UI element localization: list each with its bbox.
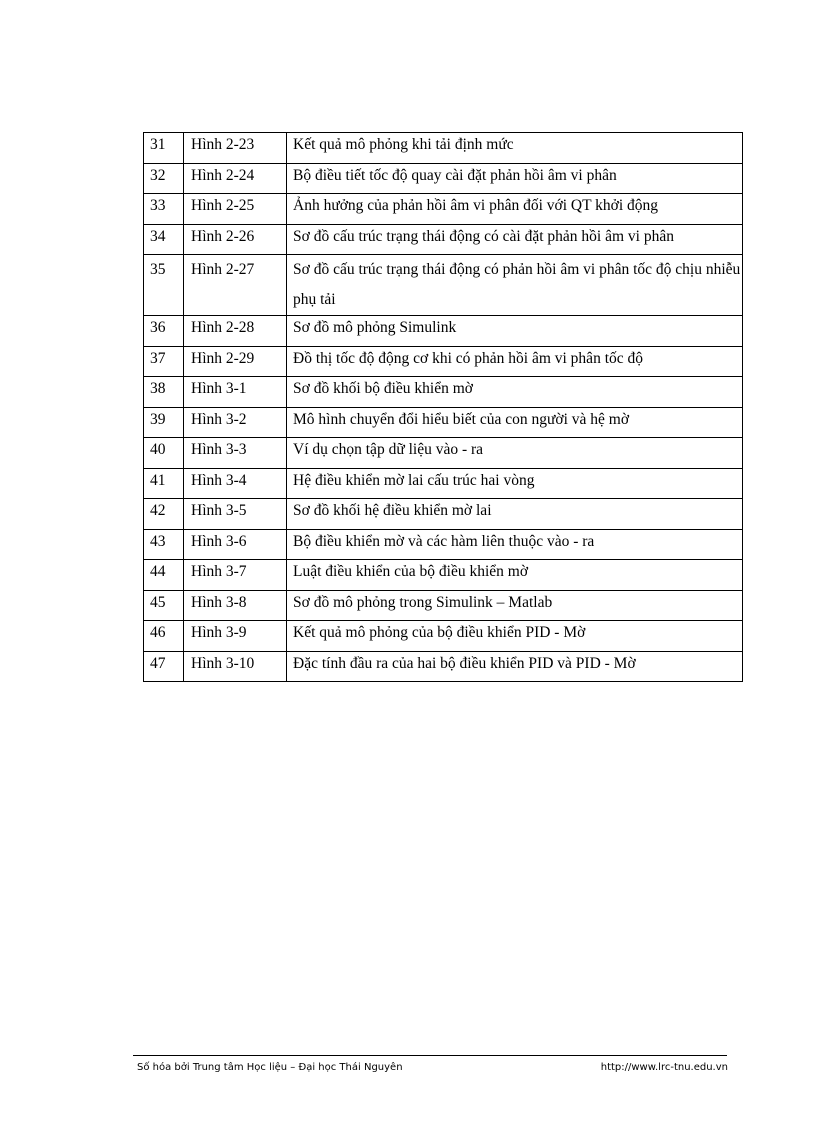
row-number: 38 xyxy=(144,377,184,408)
row-number: 41 xyxy=(144,468,184,499)
table-row xyxy=(144,560,743,591)
row-number: 46 xyxy=(144,621,184,652)
table-row xyxy=(144,590,743,621)
figure-list-body xyxy=(144,133,743,682)
table-row xyxy=(144,621,743,652)
figure-title: Bộ điều khiển mờ và các hàm liên thuộc vào - ra xyxy=(287,529,743,560)
figure-title: Sơ đồ cấu trúc trạng thái động có cài đặt phản hồi âm vi phân xyxy=(287,224,743,255)
row-number: 37 xyxy=(144,346,184,377)
figure-title: Sơ đồ mô phỏng Simulink xyxy=(287,316,743,347)
figure-label: Hình 3-8 xyxy=(184,590,287,621)
row-number: 47 xyxy=(144,651,184,682)
table-row xyxy=(144,529,743,560)
table-row xyxy=(144,468,743,499)
row-number: 36 xyxy=(144,316,184,347)
figure-label: Hình 3-1 xyxy=(184,377,287,408)
row-number: 45 xyxy=(144,590,184,621)
figure-label: Hình 3-7 xyxy=(184,560,287,591)
figure-label: Hình 3-6 xyxy=(184,529,287,560)
figure-label: Hình 2-25 xyxy=(184,194,287,225)
figure-title: Ảnh hưởng của phản hồi âm vi phân đối với QT khởi động xyxy=(287,194,743,225)
row-number: 32 xyxy=(144,163,184,194)
figure-label: Hình 3-9 xyxy=(184,621,287,652)
figure-label: Hình 2-23 xyxy=(184,133,287,164)
row-number: 31 xyxy=(144,133,184,164)
figure-title: Sơ đồ cấu trúc trạng thái động có phản hồi âm vi phân tốc độ chịu nhiễu phụ tải xyxy=(287,255,743,316)
row-number: 40 xyxy=(144,438,184,469)
row-number: 33 xyxy=(144,194,184,225)
table-row xyxy=(144,224,743,255)
table-row xyxy=(144,346,743,377)
figure-label: Hình 2-28 xyxy=(184,316,287,347)
footer-url: http://www.lrc-tnu.edu.vn xyxy=(600,1062,728,1073)
figure-title: Đồ thị tốc độ động cơ khi có phản hồi âm vi phân tốc độ xyxy=(287,346,743,377)
row-number: 44 xyxy=(144,560,184,591)
figure-label: Hình 3-4 xyxy=(184,468,287,499)
footer-source-text: Số hóa bởi Trung tâm Học liệu – Đại học Thái Nguyên xyxy=(137,1062,403,1073)
figure-label: Hình 2-27 xyxy=(184,255,287,316)
figure-label: Hình 2-24 xyxy=(184,163,287,194)
table-row xyxy=(144,255,743,316)
figure-label: Hình 2-26 xyxy=(184,224,287,255)
figure-list-table xyxy=(143,132,743,682)
table-row xyxy=(144,194,743,225)
footer-divider xyxy=(133,1055,727,1056)
figure-label: Hình 2-29 xyxy=(184,346,287,377)
figure-label: Hình 3-3 xyxy=(184,438,287,469)
figure-title: Kết quả mô phỏng khi tải định mức xyxy=(287,133,743,164)
table-row xyxy=(144,407,743,438)
figure-title: Ví dụ chọn tập dữ liệu vào - ra xyxy=(287,438,743,469)
table-row xyxy=(144,651,743,682)
row-number: 34 xyxy=(144,224,184,255)
table-row xyxy=(144,377,743,408)
figure-label: Hình 3-10 xyxy=(184,651,287,682)
figure-title: Hệ điều khiển mờ lai cấu trúc hai vòng xyxy=(287,468,743,499)
figure-title: Đặc tính đầu ra của hai bộ điều khiển PID và PID - Mờ xyxy=(287,651,743,682)
table-row xyxy=(144,316,743,347)
figure-title: Sơ đồ khối hệ điều khiển mờ lai xyxy=(287,499,743,530)
row-number: 39 xyxy=(144,407,184,438)
figure-title: Luật điều khiển của bộ điều khiển mờ xyxy=(287,560,743,591)
table-row xyxy=(144,438,743,469)
figure-title: Mô hình chuyển đổi hiểu biết của con người và hệ mờ xyxy=(287,407,743,438)
figure-label: Hình 3-2 xyxy=(184,407,287,438)
figure-label: Hình 3-5 xyxy=(184,499,287,530)
figure-title: Kết quả mô phỏng của bộ điều khiển PID - Mờ xyxy=(287,621,743,652)
figure-title: Bộ điều tiết tốc độ quay cài đặt phản hồi âm vi phân xyxy=(287,163,743,194)
row-number: 35 xyxy=(144,255,184,316)
figure-title: Sơ đồ mô phỏng trong Simulink – Matlab xyxy=(287,590,743,621)
row-number: 42 xyxy=(144,499,184,530)
table-row xyxy=(144,133,743,164)
figure-title: Sơ đồ khối bộ điều khiển mờ xyxy=(287,377,743,408)
table-row xyxy=(144,499,743,530)
row-number: 43 xyxy=(144,529,184,560)
table-row xyxy=(144,163,743,194)
